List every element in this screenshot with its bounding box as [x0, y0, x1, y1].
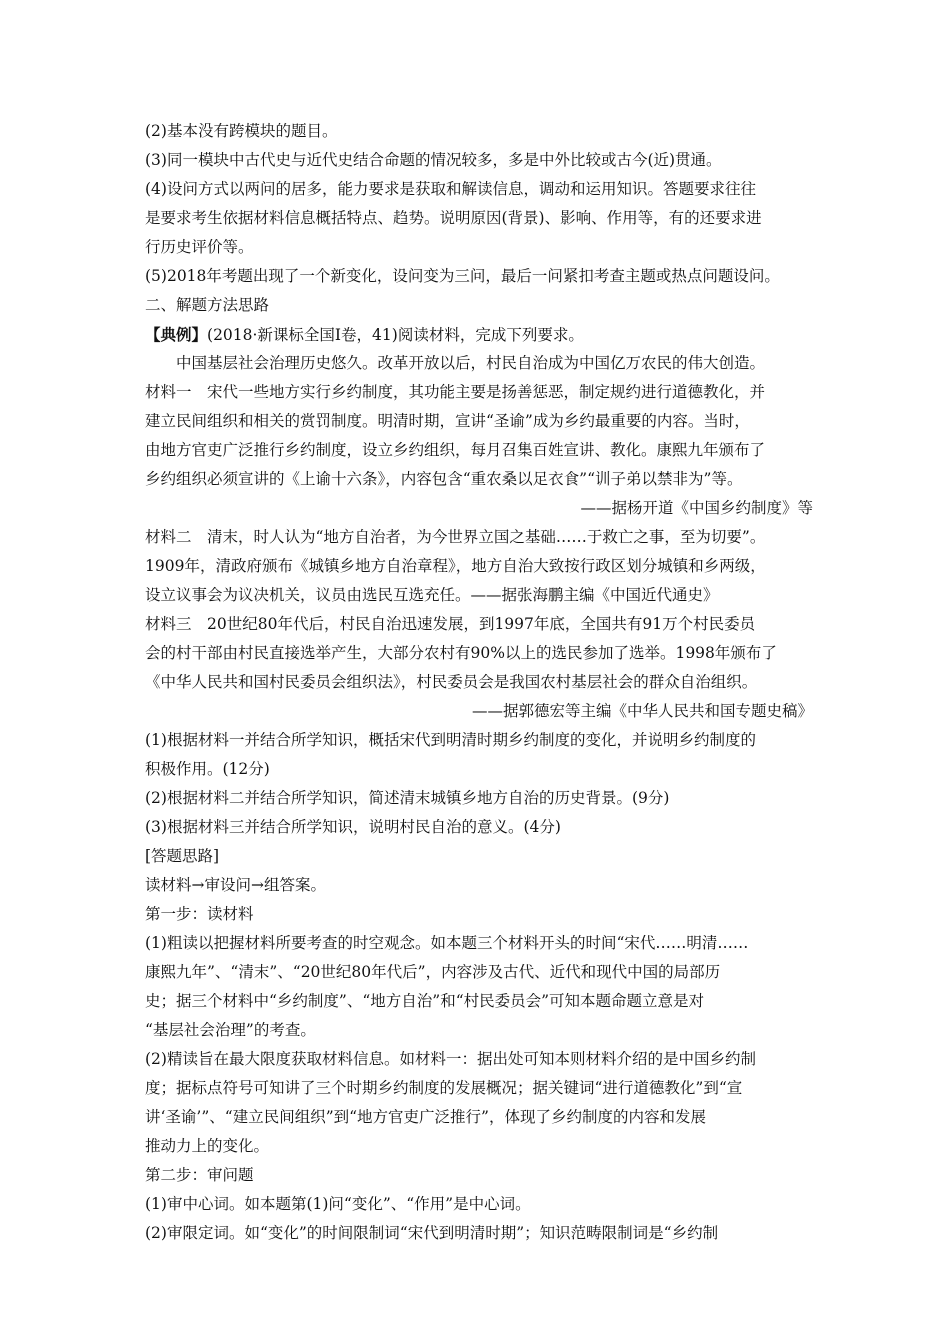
- question-line: (2)根据材料二并结合所学知识，简述清末城镇乡地方自治的历史背景。(9分): [145, 789, 670, 807]
- material-two-line: 材料二 清末，时人认为“地方自治者，为今世界立国之基础……于救亡之事，至为切要”。: [145, 528, 766, 546]
- text-line: 史；据三个材料中“乡约制度”、“地方自治”和“村民委员会”可知本题命题立意是对: [145, 992, 705, 1010]
- text-line: 建立民间组织和相关的赏罚制度。明清时期，宣讲“圣谕”成为乡约最重要的内容。当时，: [145, 412, 750, 430]
- text-line: (2)精读旨在最大限度获取材料信息。如材料一：据出处可知本则材料介绍的是中国乡约制: [145, 1050, 756, 1068]
- section-heading: 二、解题方法思路: [145, 296, 270, 314]
- text-line: 中国基层社会治理历史悠久。改革开放以后，村民自治成为中国亿万农民的伟大创造。: [176, 354, 766, 372]
- text-line: (4)设问方式以两问的居多，能力要求是获取和解读信息，调动和运用知识。答题要求往往: [145, 180, 756, 198]
- question-line: (3)根据材料三并结合所学知识，说明村民自治的意义。(4分): [145, 818, 561, 836]
- document-body: [145, 117, 825, 1248]
- source-citation: ——据郭德宏等主编《中华人民共和国专题史稿》: [471, 702, 813, 720]
- text-line: 度；据标点符号可知讲了三个时期乡约制度的发展概况；据关键词“进行道德教化”到“宣: [145, 1079, 743, 1097]
- text-line: 设立议事会为议决机关，议员由选民互选充任。——据张海鹏主编《中国近代通史》: [145, 586, 719, 604]
- example-line: [145, 320, 825, 349]
- text-line: 1909年，清政府颁布《城镇乡地方自治章程》，地方自治大致按行政区划分城镇和乡两级，: [145, 557, 766, 575]
- example-tag: 【典例】: [145, 325, 208, 344]
- text-line: “基层社会治理”的考查。: [145, 1021, 316, 1039]
- material-one-line: 材料一 宋代一些地方实行乡约制度，其功能主要是扬善惩恶，制定规约进行道德教化，并: [145, 383, 766, 401]
- material-three-line: 材料三 20世纪80年代后，村民自治迅速发展，到1997年底，全国共有91万个村民委员: [145, 615, 756, 633]
- text-line: 是要求考生依据材料信息概括特点、趋势。说明原因(背景)、影响、作用等，有的还要求进: [145, 209, 762, 227]
- text-line: 会的村干部由村民直接选举产生，大部分农村有90%以上的选民参加了选举。1998年颁布了: [145, 644, 777, 662]
- text-line: (5)2018年考题出现了一个新变化，设问变为三问，最后一问紧扣考查主题或热点问题设问。: [145, 267, 780, 285]
- text-line: (1)粗读以把握材料所要考查的时空观念。如本题三个材料开头的时间“宋代……明清……: [145, 934, 749, 952]
- text-line: 读材料→审设问→组答案。: [145, 876, 326, 894]
- text-line: 行历史评价等。: [145, 238, 254, 256]
- subheading: [答题思路]: [145, 847, 220, 865]
- text-line: 康熙九年”、“清末”、“20世纪80年代后”，内容涉及古代、近代和现代中国的局部历: [145, 963, 721, 981]
- text-line: 由地方官吏广泛推行乡约制度，设立乡约组织，每月召集百姓宣讲、教化。康熙九年颁布了: [145, 441, 766, 459]
- text-line: 《中华人民共和国村民委员会组织法》，村民委员会是我国农村基层社会的群众自治组织。: [145, 673, 758, 691]
- example-text: (2018·新课标全国Ⅰ卷，41)阅读材料，完成下列要求。: [207, 326, 584, 344]
- step-heading: 第一步：读材料: [145, 905, 254, 923]
- text-line: 讲‘圣谕’”、“建立民间组织”到“地方官吏广泛推行”，体现了乡约制度的内容和发展: [145, 1108, 706, 1126]
- question-line: 积极作用。(12分): [145, 760, 270, 778]
- text-line: (2)基本没有跨模块的题目。: [145, 122, 338, 140]
- question-line: (1)根据材料一并结合所学知识，概括宋代到明清时期乡约制度的变化，并说明乡约制度的: [145, 731, 756, 749]
- text-line: 乡约组织必须宣讲的《上谕十六条》，内容包含“重农桑以足衣食”“训子弟以禁非为”等。: [145, 470, 743, 488]
- text-line: (1)审中心词。如本题第(1)问“变化”、“作用”是中心词。: [145, 1195, 531, 1213]
- text-line: (3)同一模块中古代史与近代史结合命题的情况较多，多是中外比较或古今(近)贯通。: [145, 151, 722, 169]
- step-heading: 第二步：审问题: [145, 1166, 254, 1184]
- text-line: (2)审限定词。如“变化”的时间限制词“宋代到明清时期”；知识范畴限制词是“乡约制: [145, 1224, 719, 1242]
- text-line: 推动力上的变化。: [145, 1137, 270, 1155]
- source-citation: ——据杨开道《中国乡约制度》等: [580, 499, 813, 517]
